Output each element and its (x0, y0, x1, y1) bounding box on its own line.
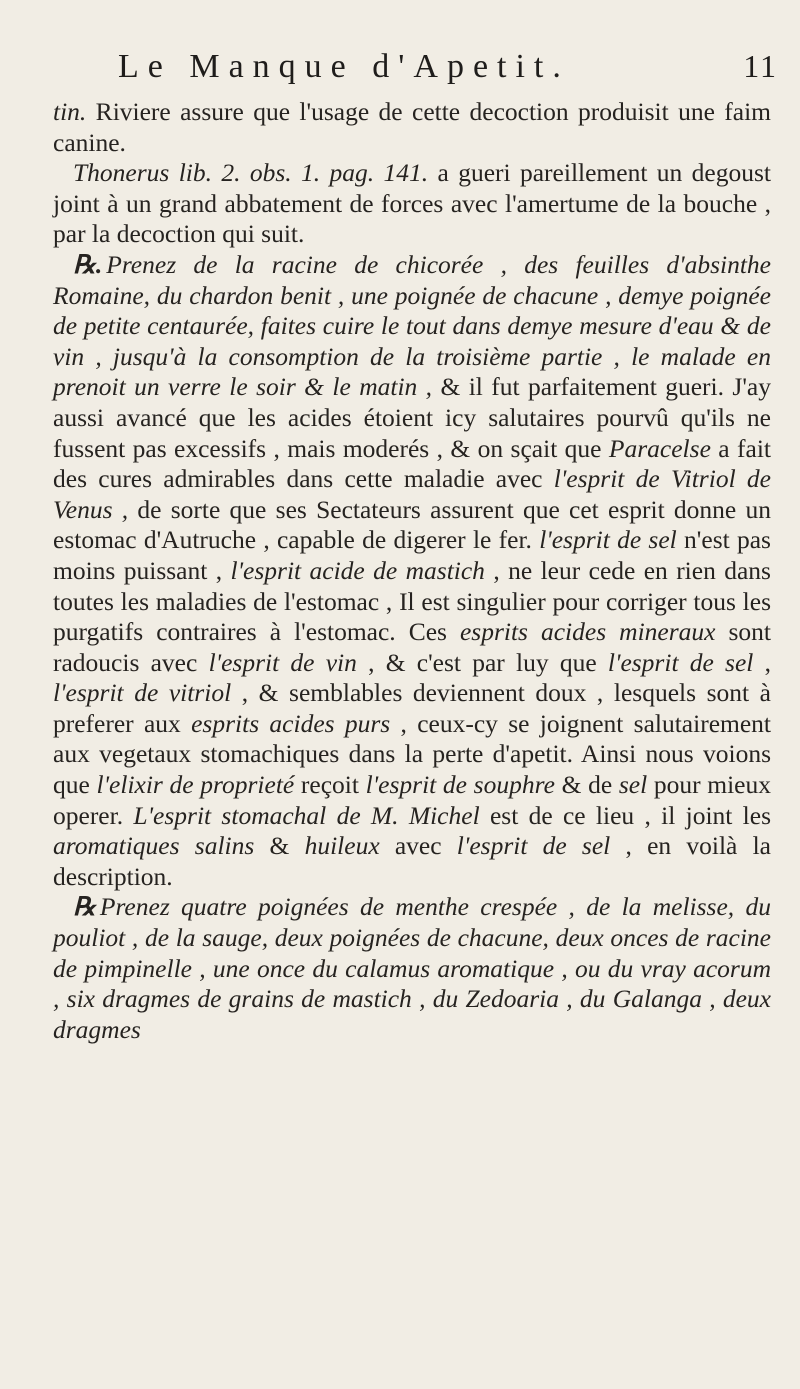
text-run: & (254, 831, 305, 861)
body-text (53, 97, 771, 1045)
text-run: Riviere assure que l'usage de cette decoction produisit une faim canine. (53, 97, 771, 157)
text-run: , ne leur cede en rien dans toutes les maladies de l'estomac , Il est singulier pour corriger tous les purgatifs contraires à l'estomac. Ces (53, 555, 771, 647)
italic-text: Thonerus lib. 2. obs. 1. pag. 141. (73, 158, 429, 188)
italic-text: l'esprit acide de mastich (230, 555, 485, 585)
italic-text: esprits acides purs (191, 708, 391, 738)
text-run: reçoit (294, 770, 366, 800)
italic-text: L'esprit stomachal de M. Michel (133, 800, 480, 830)
text-run: sont radoucis avec (53, 617, 771, 677)
text-run: , & c'est par luy que (356, 647, 608, 677)
text-run: a fait des cures admirables dans cette maladie avec (53, 433, 771, 494)
italic-text: l'esprit de souphre (365, 770, 555, 800)
text-run: n'est pas moins puissant , (53, 525, 771, 585)
recipe-symbol: ℞ (73, 892, 96, 922)
italic-text: sel (618, 770, 648, 800)
italic-text: esprits acides mineraux (459, 617, 716, 647)
italic-text: l'esprit de vin (208, 647, 357, 677)
italic-text: l'esprit de sel (456, 831, 611, 861)
text-run: de sorte que ses Sectateurs assurent que cet esprit donne un estomac d'Autruche , capable de digerer le fer. (53, 494, 771, 555)
running-head (118, 48, 778, 92)
page-number: 11 (743, 48, 778, 84)
recipe-paragraph (53, 250, 771, 892)
text-run: , & semblables deviennent doux , lesquels sont à preferer aux (53, 678, 771, 738)
text-run: , en voilà la description. (53, 831, 771, 891)
text-paragraph (53, 97, 771, 158)
text-run: pour mieux operer. (53, 770, 771, 830)
recipe-symbol: ℞. (73, 249, 103, 279)
text-run: , (753, 647, 771, 677)
italic-text: l'esprit de Vitriol de Venus , (53, 464, 771, 524)
italic-text: huileux (304, 831, 380, 861)
italic-text: l'esprit de sel (607, 647, 754, 677)
running-title: Le Manque d'Apetit. (118, 48, 570, 85)
italic-text: tin. (53, 97, 87, 126)
recipe-paragraph (53, 892, 771, 1045)
text-paragraph (53, 158, 771, 250)
italic-text: l'esprit de sel (539, 525, 677, 555)
italic-text: l'esprit de vitriol (53, 678, 232, 708)
italic-text: aromatiques salins (53, 831, 255, 861)
text-run: , ceux-cy se joignent salutairement aux vegetaux stomachiques dans la perte d'apetit. Ainsi nous voions que (53, 708, 772, 800)
text-run: est de ce lieu , il joint les (479, 800, 771, 830)
text-run: a gueri pareillement un degoust joint à un grand abbatement de forces avec l'amertume de la bouche , par la decoction qui suit. (53, 158, 771, 249)
italic-text: Paracelse (608, 433, 711, 463)
italic-text: Prenez de la racine de chicorée , des feuilles d'absinthe Romaine, du chardon benit , une poignée de chacune , demye poignée de petite centaurée, faites cuire le tout dans demye mesure d'eau & de vin , jusqu'à la consomption de la troisième partie , le malade en prenoit un verre le soir & le matin , (53, 249, 771, 402)
italic-text: Prenez quatre poignées de menthe crespée , de la melisse, du pouliot , de la sauge, deux poignées de chacune, deux onces de racine de pimpinelle , une once du calamus aromatique , ou du vray acorum , six dragmes de grains de mastich , du Zedoaria , du Galanga , deux dragmes (53, 892, 771, 1044)
text-run: & de (554, 770, 619, 800)
italic-text: l'elixir de proprieté (96, 770, 295, 800)
text-run: & il fut parfaitement gueri. J'ay aussi avancé que les acides étoient icy salutaires pourvû qu'ils ne fussent pas excessifs , mais moderés , & on sçait que (53, 372, 771, 463)
text-run: avec (379, 831, 457, 861)
